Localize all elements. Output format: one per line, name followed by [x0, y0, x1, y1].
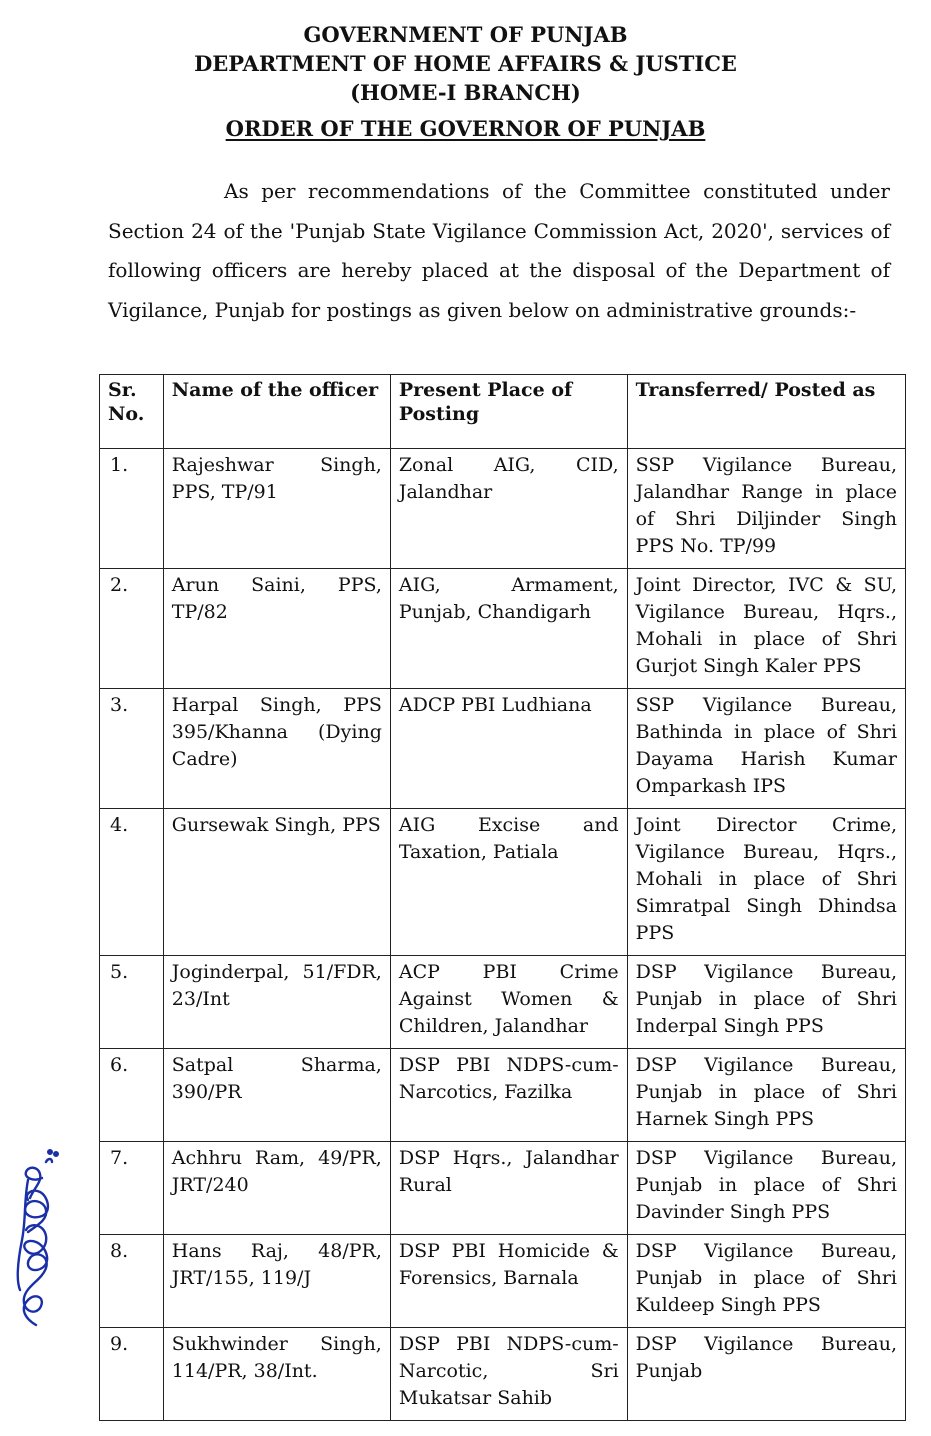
header-government: GOVERNMENT OF PUNJAB — [303, 22, 628, 47]
cell-present-posting: ADCP PBI Ludhiana — [390, 689, 627, 809]
table-row — [100, 1142, 906, 1235]
cell-sr: 8. — [100, 1235, 164, 1328]
cell-transferred: DSP Vigilance Bureau, Punjab — [627, 1328, 905, 1421]
cell-transferred: DSP Vigilance Bureau, Punjab in place of Shri Davinder Singh PPS — [627, 1142, 905, 1235]
header-no: No. — [108, 403, 145, 425]
cell-transferred: SSP Vigilance Bureau, Jalandhar Range in place of Shri Diljinder Singh PPS No. TP/99 — [627, 449, 905, 569]
table-row — [100, 569, 906, 689]
table-row — [100, 1235, 906, 1328]
cell-present-posting: AIG, Armament, Punjab, Chandigarh — [390, 569, 627, 689]
cell-officer-name: Gursewak Singh, PPS — [163, 809, 390, 956]
cell-officer-name: Achhru Ram, 49/PR, JRT/240 — [163, 1142, 390, 1235]
order-title: ORDER OF THE GOVERNOR OF PUNJAB — [225, 116, 706, 141]
cell-transferred: Joint Director Crime, Vigilance Bureau, Hqrs., Mohali in place of Shri Simratpal Singh Dhindsa PPS — [627, 809, 905, 956]
handwritten-signature-icon — [6, 1140, 66, 1330]
table-row — [100, 689, 906, 809]
header-branch: (HOME-I BRANCH) — [350, 80, 581, 105]
cell-officer-name: Arun Saini, PPS, TP/82 — [163, 569, 390, 689]
header-officer-name: Name of the officer — [163, 375, 390, 449]
cell-officer-name: Harpal Singh, PPS 395/Khanna (Dying Cadre) — [163, 689, 390, 809]
header-department: DEPARTMENT OF HOME AFFAIRS & JUSTICE — [194, 51, 737, 76]
document-header — [0, 0, 931, 107]
table-row — [100, 449, 906, 569]
table-row — [100, 1049, 906, 1142]
header-transferred: Transferred/ Posted as — [627, 375, 905, 449]
cell-officer-name: Satpal Sharma, 390/PR — [163, 1049, 390, 1142]
cell-present-posting: ACP PBI Crime Against Women & Children, Jalandhar — [390, 956, 627, 1049]
header-sr: Sr. — [108, 379, 137, 401]
header-sr-no — [100, 375, 164, 449]
table-row — [100, 809, 906, 956]
cell-transferred: DSP Vigilance Bureau, Punjab in place of Shri Kuldeep Singh PPS — [627, 1235, 905, 1328]
cell-sr: 7. — [100, 1142, 164, 1235]
cell-sr: 6. — [100, 1049, 164, 1142]
cell-transferred: DSP Vigilance Bureau, Punjab in place of Shri Inderpal Singh PPS — [627, 956, 905, 1049]
cell-officer-name: Rajeshwar Singh, PPS, TP/91 — [163, 449, 390, 569]
cell-transferred: DSP Vigilance Bureau, Punjab in place of Shri Harnek Singh PPS — [627, 1049, 905, 1142]
cell-officer-name: Sukhwinder Singh, 114/PR, 38/Int. — [163, 1328, 390, 1421]
cell-present-posting: Zonal AIG, CID, Jalandhar — [390, 449, 627, 569]
cell-sr: 9. — [100, 1328, 164, 1421]
cell-present-posting: DSP PBI Homicide & Forensics, Barnala — [390, 1235, 627, 1328]
order-paragraph: As per recommendations of the Committee constituted under Section 24 of the 'Punjab State Vigilance Commission Act, 2020', services of following officers are hereby placed at the disposal of the Department of Vigilance, Punjab for postings as given below on administrative grounds:- — [108, 179, 890, 322]
header-present-posting: Present Place of Posting — [390, 375, 627, 449]
table-row — [100, 956, 906, 1049]
cell-transferred: Joint Director, IVC & SU, Vigilance Bureau, Hqrs., Mohali in place of Shri Gurjot Singh Kaler PPS — [627, 569, 905, 689]
cell-sr: 1. — [100, 449, 164, 569]
cell-officer-name: Hans Raj, 48/PR, JRT/155, 119/J — [163, 1235, 390, 1328]
posting-table — [99, 374, 906, 1421]
cell-present-posting: AIG Excise and Taxation, Patiala — [390, 809, 627, 956]
cell-present-posting: DSP Hqrs., Jalandhar Rural — [390, 1142, 627, 1235]
cell-transferred: SSP Vigilance Bureau, Bathinda in place of Shri Dayama Harish Kumar Omparkash IPS — [627, 689, 905, 809]
cell-sr: 5. — [100, 956, 164, 1049]
cell-present-posting: DSP PBI NDPS-cum-Narcotics, Fazilka — [390, 1049, 627, 1142]
cell-officer-name: Joginderpal, 51/FDR, 23/Int — [163, 956, 390, 1049]
table-header-row — [100, 375, 906, 449]
cell-sr: 4. — [100, 809, 164, 956]
cell-sr: 2. — [100, 569, 164, 689]
cell-sr: 3. — [100, 689, 164, 809]
table-row — [100, 1328, 906, 1421]
cell-present-posting: DSP PBI NDPS-cum-Narcotic, Sri Mukatsar Sahib — [390, 1328, 627, 1421]
